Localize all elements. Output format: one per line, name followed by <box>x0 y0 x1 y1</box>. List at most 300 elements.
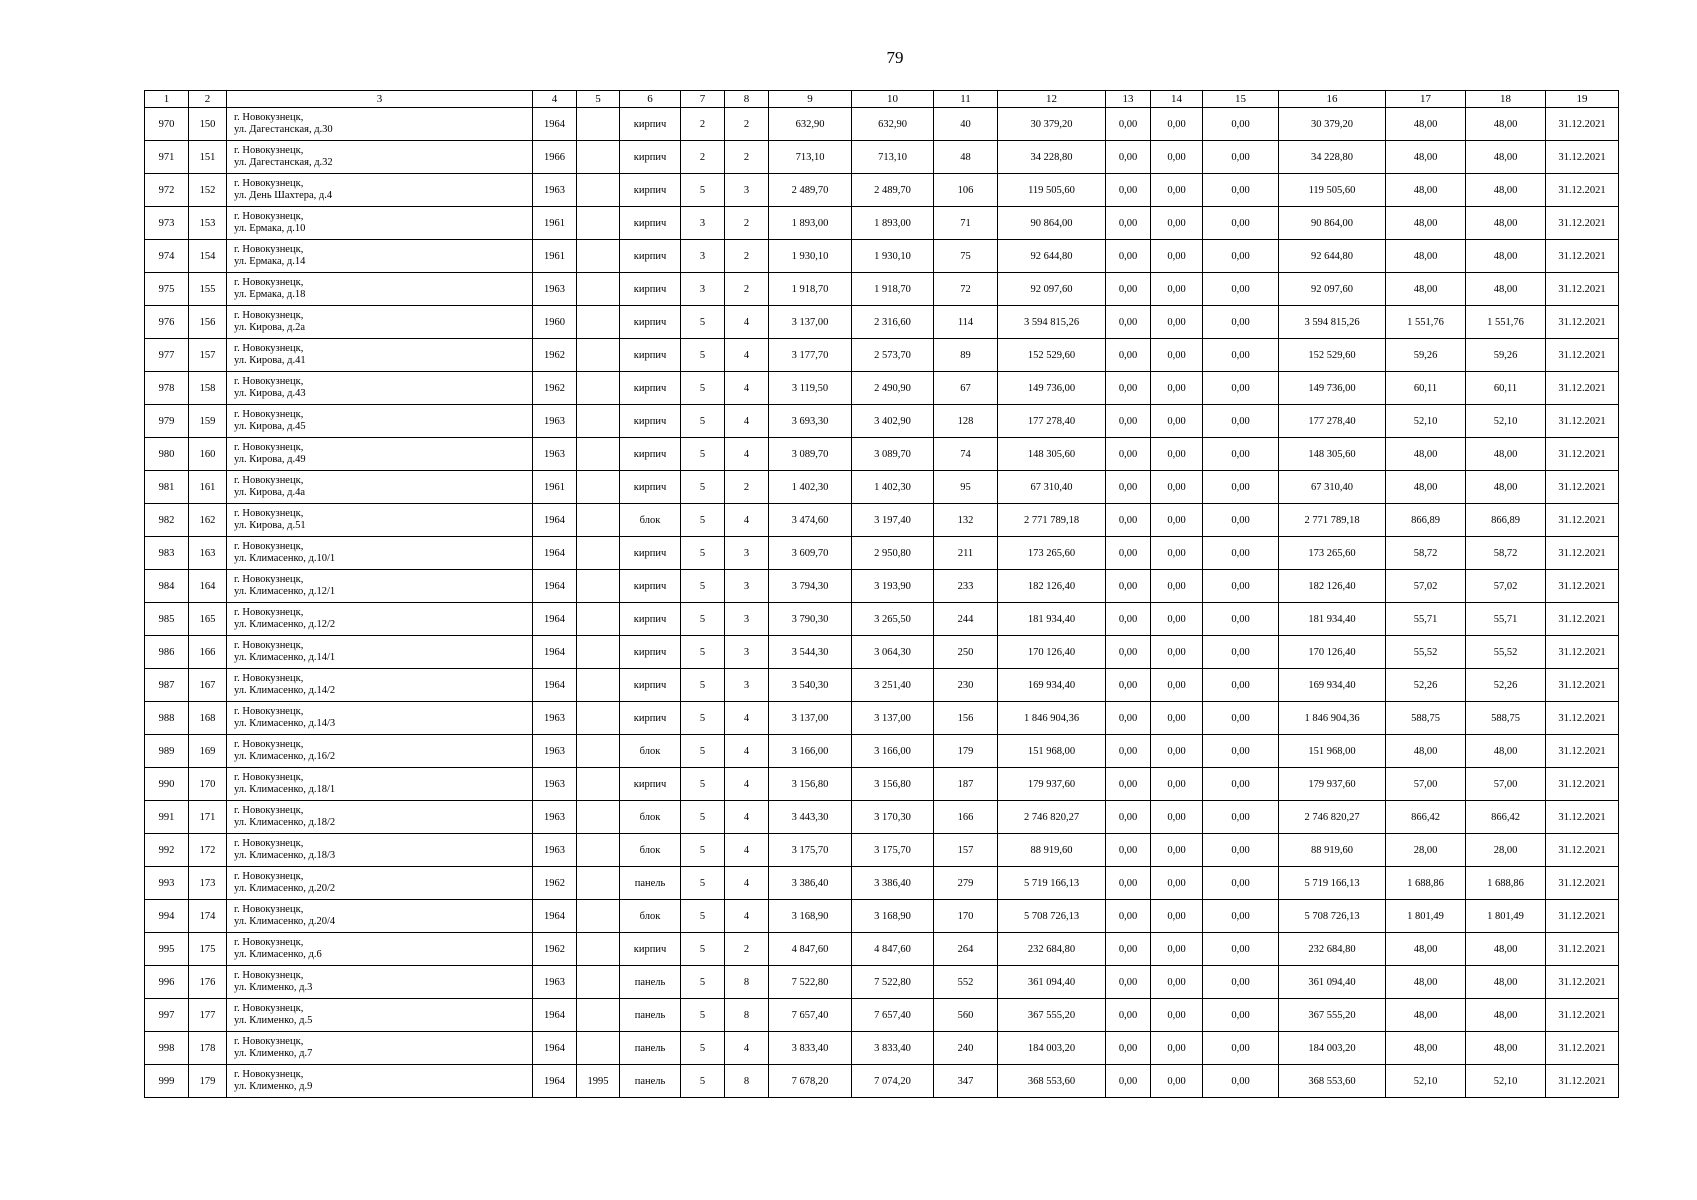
address-street: ул. Климасенко, д.14/2 <box>234 685 336 696</box>
col-14-value: 0,00 <box>1151 999 1203 1032</box>
group-number: 161 <box>189 471 227 504</box>
address-street: ул. Кирова, д.43 <box>234 388 306 399</box>
col-13-value: 0,00 <box>1106 339 1151 372</box>
total-area: 7 522,80 <box>769 966 852 999</box>
col-16-value: 1 846 904,36 <box>1279 702 1386 735</box>
living-area: 2 316,60 <box>852 306 934 339</box>
year-2 <box>577 801 620 834</box>
col-13-value: 0,00 <box>1106 537 1151 570</box>
group-number: 169 <box>189 735 227 768</box>
wall-material: кирпич <box>620 702 681 735</box>
col-17-value: 48,00 <box>1386 273 1466 306</box>
total-area: 1 402,30 <box>769 471 852 504</box>
col-15-value: 0,00 <box>1203 966 1279 999</box>
row-number: 982 <box>145 504 189 537</box>
col-14-value: 0,00 <box>1151 207 1203 240</box>
col-13-value: 0,00 <box>1106 405 1151 438</box>
col-18-value: 52,26 <box>1466 669 1546 702</box>
date: 31.12.2021 <box>1546 405 1619 438</box>
residents: 211 <box>934 537 998 570</box>
residents: 74 <box>934 438 998 471</box>
year-built: 1964 <box>533 603 577 636</box>
col-18-value: 48,00 <box>1466 438 1546 471</box>
date: 31.12.2021 <box>1546 801 1619 834</box>
year-built: 1963 <box>533 735 577 768</box>
col-16-value: 67 310,40 <box>1279 471 1386 504</box>
address <box>227 537 533 570</box>
col-17-value: 52,10 <box>1386 405 1466 438</box>
address-city: г. Новокузнецк, <box>234 838 304 849</box>
year-built: 1966 <box>533 141 577 174</box>
address-city: г. Новокузнецк, <box>234 574 304 585</box>
table-row <box>145 1032 1619 1065</box>
living-area: 3 137,00 <box>852 702 934 735</box>
date: 31.12.2021 <box>1546 834 1619 867</box>
col-15-value: 0,00 <box>1203 207 1279 240</box>
table-row <box>145 174 1619 207</box>
wall-material: блок <box>620 801 681 834</box>
col-14-value: 0,00 <box>1151 834 1203 867</box>
year-built: 1964 <box>533 636 577 669</box>
floors: 5 <box>681 471 725 504</box>
col-14-value: 0,00 <box>1151 933 1203 966</box>
column-header-18: 18 <box>1466 91 1546 108</box>
col-14-value: 0,00 <box>1151 438 1203 471</box>
col-14-value: 0,00 <box>1151 273 1203 306</box>
entrances: 8 <box>725 966 769 999</box>
row-number: 989 <box>145 735 189 768</box>
col-18-value: 588,75 <box>1466 702 1546 735</box>
col-17-value: 48,00 <box>1386 141 1466 174</box>
table-row <box>145 471 1619 504</box>
table-row <box>145 900 1619 933</box>
table-row <box>145 768 1619 801</box>
living-area: 3 089,70 <box>852 438 934 471</box>
address <box>227 372 533 405</box>
living-area: 632,90 <box>852 108 934 141</box>
col-14-value: 0,00 <box>1151 900 1203 933</box>
column-header-5: 5 <box>577 91 620 108</box>
address-city: г. Новокузнецк, <box>234 1036 304 1047</box>
col-13-value: 0,00 <box>1106 174 1151 207</box>
col-14-value: 0,00 <box>1151 504 1203 537</box>
address <box>227 504 533 537</box>
col-14-value: 0,00 <box>1151 339 1203 372</box>
address <box>227 108 533 141</box>
wall-material: панель <box>620 867 681 900</box>
address-street: ул. Климасенко, д.10/1 <box>234 553 336 564</box>
year-built: 1964 <box>533 1065 577 1098</box>
col-14-value: 0,00 <box>1151 768 1203 801</box>
table-body <box>145 108 1619 1098</box>
col-16-value: 148 305,60 <box>1279 438 1386 471</box>
total-area: 3 137,00 <box>769 306 852 339</box>
col-18-value: 866,89 <box>1466 504 1546 537</box>
col-12-value: 92 097,60 <box>998 273 1106 306</box>
address <box>227 933 533 966</box>
col-18-value: 1 551,76 <box>1466 306 1546 339</box>
address-street: ул. Клименко, д.7 <box>234 1048 313 1059</box>
floors: 5 <box>681 1032 725 1065</box>
address-city: г. Новокузнецк, <box>234 805 304 816</box>
total-area: 3 166,00 <box>769 735 852 768</box>
year-2 <box>577 933 620 966</box>
col-14-value: 0,00 <box>1151 471 1203 504</box>
living-area: 3 156,80 <box>852 768 934 801</box>
col-16-value: 5 719 166,13 <box>1279 867 1386 900</box>
address-street: ул. Дагестанская, д.32 <box>234 157 333 168</box>
address <box>227 471 533 504</box>
total-area: 3 609,70 <box>769 537 852 570</box>
col-16-value: 34 228,80 <box>1279 141 1386 174</box>
col-13-value: 0,00 <box>1106 768 1151 801</box>
wall-material: блок <box>620 504 681 537</box>
wall-material: панель <box>620 1065 681 1098</box>
col-16-value: 92 644,80 <box>1279 240 1386 273</box>
date: 31.12.2021 <box>1546 867 1619 900</box>
group-number: 177 <box>189 999 227 1032</box>
floors: 5 <box>681 306 725 339</box>
col-12-value: 152 529,60 <box>998 339 1106 372</box>
wall-material: кирпич <box>620 273 681 306</box>
entrances: 4 <box>725 735 769 768</box>
group-number: 154 <box>189 240 227 273</box>
living-area: 3 402,90 <box>852 405 934 438</box>
col-12-value: 88 919,60 <box>998 834 1106 867</box>
group-number: 153 <box>189 207 227 240</box>
address-street: ул. Климасенко, д.6 <box>234 949 322 960</box>
table-row <box>145 570 1619 603</box>
total-area: 3 137,00 <box>769 702 852 735</box>
residents: 40 <box>934 108 998 141</box>
col-18-value: 60,11 <box>1466 372 1546 405</box>
wall-material: кирпич <box>620 570 681 603</box>
col-18-value: 48,00 <box>1466 735 1546 768</box>
col-13-value: 0,00 <box>1106 207 1151 240</box>
col-15-value: 0,00 <box>1203 768 1279 801</box>
table-row <box>145 1065 1619 1098</box>
address-street: ул. Климасенко, д.20/4 <box>234 916 336 927</box>
address <box>227 801 533 834</box>
address-city: г. Новокузнецк, <box>234 706 304 717</box>
col-13-value: 0,00 <box>1106 867 1151 900</box>
col-12-value: 67 310,40 <box>998 471 1106 504</box>
wall-material: панель <box>620 966 681 999</box>
year-built: 1963 <box>533 966 577 999</box>
table-row <box>145 933 1619 966</box>
column-header-6: 6 <box>620 91 681 108</box>
group-number: 176 <box>189 966 227 999</box>
row-number: 995 <box>145 933 189 966</box>
year-2 <box>577 570 620 603</box>
col-18-value: 48,00 <box>1466 999 1546 1032</box>
floors: 5 <box>681 669 725 702</box>
col-15-value: 0,00 <box>1203 504 1279 537</box>
entrances: 4 <box>725 405 769 438</box>
table-row <box>145 735 1619 768</box>
col-14-value: 0,00 <box>1151 1032 1203 1065</box>
table-header <box>145 91 1619 108</box>
group-number: 170 <box>189 768 227 801</box>
living-area: 3 265,50 <box>852 603 934 636</box>
address-street: ул. Ермака, д.10 <box>234 223 306 234</box>
col-13-value: 0,00 <box>1106 141 1151 174</box>
address-street: ул. Кирова, д.49 <box>234 454 306 465</box>
col-18-value: 48,00 <box>1466 933 1546 966</box>
total-area: 3 168,90 <box>769 900 852 933</box>
col-13-value: 0,00 <box>1106 240 1151 273</box>
floors: 5 <box>681 1065 725 1098</box>
entrances: 2 <box>725 207 769 240</box>
col-14-value: 0,00 <box>1151 405 1203 438</box>
wall-material: кирпич <box>620 438 681 471</box>
address-city: г. Новокузнецк, <box>234 376 304 387</box>
year-built: 1964 <box>533 108 577 141</box>
wall-material: кирпич <box>620 669 681 702</box>
col-12-value: 184 003,20 <box>998 1032 1106 1065</box>
col-12-value: 1 846 904,36 <box>998 702 1106 735</box>
col-12-value: 148 305,60 <box>998 438 1106 471</box>
entrances: 3 <box>725 669 769 702</box>
col-12-value: 34 228,80 <box>998 141 1106 174</box>
col-14-value: 0,00 <box>1151 636 1203 669</box>
address-city: г. Новокузнецк, <box>234 442 304 453</box>
column-header-17: 17 <box>1386 91 1466 108</box>
col-16-value: 151 968,00 <box>1279 735 1386 768</box>
living-area: 2 490,90 <box>852 372 934 405</box>
residents: 552 <box>934 966 998 999</box>
year-2 <box>577 438 620 471</box>
row-number: 990 <box>145 768 189 801</box>
floors: 5 <box>681 801 725 834</box>
col-16-value: 367 555,20 <box>1279 999 1386 1032</box>
table-row <box>145 372 1619 405</box>
column-header-13: 13 <box>1106 91 1151 108</box>
table-row <box>145 339 1619 372</box>
col-13-value: 0,00 <box>1106 372 1151 405</box>
residents: 132 <box>934 504 998 537</box>
col-12-value: 179 937,60 <box>998 768 1106 801</box>
row-number: 986 <box>145 636 189 669</box>
col-12-value: 149 736,00 <box>998 372 1106 405</box>
address-street: ул. Кирова, д.4а <box>234 487 306 498</box>
wall-material: панель <box>620 1032 681 1065</box>
residents: 250 <box>934 636 998 669</box>
col-12-value: 90 864,00 <box>998 207 1106 240</box>
year-built: 1963 <box>533 405 577 438</box>
residents: 264 <box>934 933 998 966</box>
col-13-value: 0,00 <box>1106 966 1151 999</box>
year-built: 1963 <box>533 438 577 471</box>
col-16-value: 2 746 820,27 <box>1279 801 1386 834</box>
date: 31.12.2021 <box>1546 174 1619 207</box>
column-header-11: 11 <box>934 91 998 108</box>
col-14-value: 0,00 <box>1151 1065 1203 1098</box>
row-number: 975 <box>145 273 189 306</box>
col-13-value: 0,00 <box>1106 834 1151 867</box>
address <box>227 1032 533 1065</box>
table-row <box>145 966 1619 999</box>
col-13-value: 0,00 <box>1106 570 1151 603</box>
col-18-value: 48,00 <box>1466 207 1546 240</box>
residents: 233 <box>934 570 998 603</box>
living-area: 3 833,40 <box>852 1032 934 1065</box>
date: 31.12.2021 <box>1546 768 1619 801</box>
entrances: 3 <box>725 603 769 636</box>
entrances: 3 <box>725 174 769 207</box>
col-17-value: 59,26 <box>1386 339 1466 372</box>
entrances: 4 <box>725 834 769 867</box>
col-13-value: 0,00 <box>1106 306 1151 339</box>
col-15-value: 0,00 <box>1203 636 1279 669</box>
col-14-value: 0,00 <box>1151 108 1203 141</box>
group-number: 166 <box>189 636 227 669</box>
residents: 72 <box>934 273 998 306</box>
living-area: 713,10 <box>852 141 934 174</box>
entrances: 4 <box>725 339 769 372</box>
col-16-value: 5 708 726,13 <box>1279 900 1386 933</box>
year-built: 1964 <box>533 669 577 702</box>
col-16-value: 149 736,00 <box>1279 372 1386 405</box>
address-city: г. Новокузнецк, <box>234 1069 304 1080</box>
address <box>227 174 533 207</box>
address <box>227 702 533 735</box>
table-row <box>145 537 1619 570</box>
wall-material: кирпич <box>620 207 681 240</box>
year-built: 1961 <box>533 471 577 504</box>
group-number: 172 <box>189 834 227 867</box>
entrances: 4 <box>725 801 769 834</box>
table-row <box>145 603 1619 636</box>
address-city: г. Новокузнецк, <box>234 343 304 354</box>
year-2 <box>577 867 620 900</box>
column-header-10: 10 <box>852 91 934 108</box>
col-15-value: 0,00 <box>1203 999 1279 1032</box>
column-header-2: 2 <box>189 91 227 108</box>
column-header-14: 14 <box>1151 91 1203 108</box>
entrances: 2 <box>725 108 769 141</box>
col-16-value: 90 864,00 <box>1279 207 1386 240</box>
col-17-value: 57,00 <box>1386 768 1466 801</box>
col-17-value: 1 801,49 <box>1386 900 1466 933</box>
year-2 <box>577 669 620 702</box>
address-city: г. Новокузнецк, <box>234 739 304 750</box>
address <box>227 636 533 669</box>
wall-material: кирпич <box>620 471 681 504</box>
col-15-value: 0,00 <box>1203 867 1279 900</box>
col-18-value: 1 688,86 <box>1466 867 1546 900</box>
residents: 170 <box>934 900 998 933</box>
date: 31.12.2021 <box>1546 603 1619 636</box>
col-16-value: 368 553,60 <box>1279 1065 1386 1098</box>
col-17-value: 48,00 <box>1386 471 1466 504</box>
entrances: 2 <box>725 273 769 306</box>
date: 31.12.2021 <box>1546 207 1619 240</box>
col-17-value: 52,26 <box>1386 669 1466 702</box>
address <box>227 141 533 174</box>
row-number: 979 <box>145 405 189 438</box>
row-number: 977 <box>145 339 189 372</box>
col-15-value: 0,00 <box>1203 438 1279 471</box>
total-area: 3 156,80 <box>769 768 852 801</box>
year-built: 1964 <box>533 1032 577 1065</box>
year-2 <box>577 306 620 339</box>
address-city: г. Новокузнецк, <box>234 277 304 288</box>
residents: 156 <box>934 702 998 735</box>
living-area: 1 918,70 <box>852 273 934 306</box>
living-area: 3 166,00 <box>852 735 934 768</box>
address-city: г. Новокузнецк, <box>234 145 304 156</box>
wall-material: блок <box>620 834 681 867</box>
col-17-value: 48,00 <box>1386 174 1466 207</box>
col-18-value: 48,00 <box>1466 174 1546 207</box>
col-12-value: 182 126,40 <box>998 570 1106 603</box>
address <box>227 405 533 438</box>
col-17-value: 866,89 <box>1386 504 1466 537</box>
year-built: 1962 <box>533 867 577 900</box>
year-2 <box>577 999 620 1032</box>
floors: 5 <box>681 570 725 603</box>
wall-material: кирпич <box>620 339 681 372</box>
living-area: 1 402,30 <box>852 471 934 504</box>
col-16-value: 88 919,60 <box>1279 834 1386 867</box>
col-18-value: 55,52 <box>1466 636 1546 669</box>
date: 31.12.2021 <box>1546 735 1619 768</box>
col-13-value: 0,00 <box>1106 108 1151 141</box>
year-2 <box>577 735 620 768</box>
address-city: г. Новокузнецк, <box>234 607 304 618</box>
address-city: г. Новокузнецк, <box>234 112 304 123</box>
floors: 5 <box>681 438 725 471</box>
col-15-value: 0,00 <box>1203 1032 1279 1065</box>
total-area: 3 119,50 <box>769 372 852 405</box>
column-header-19: 19 <box>1546 91 1619 108</box>
row-number: 978 <box>145 372 189 405</box>
row-number: 971 <box>145 141 189 174</box>
column-header-9: 9 <box>769 91 852 108</box>
year-built: 1960 <box>533 306 577 339</box>
group-number: 157 <box>189 339 227 372</box>
floors: 5 <box>681 339 725 372</box>
floors: 5 <box>681 735 725 768</box>
col-18-value: 48,00 <box>1466 273 1546 306</box>
table-row <box>145 834 1619 867</box>
col-18-value: 28,00 <box>1466 834 1546 867</box>
col-17-value: 866,42 <box>1386 801 1466 834</box>
col-16-value: 170 126,40 <box>1279 636 1386 669</box>
address-city: г. Новокузнецк, <box>234 673 304 684</box>
group-number: 156 <box>189 306 227 339</box>
col-14-value: 0,00 <box>1151 372 1203 405</box>
column-header-15: 15 <box>1203 91 1279 108</box>
living-area: 3 170,30 <box>852 801 934 834</box>
col-18-value: 52,10 <box>1466 405 1546 438</box>
col-12-value: 232 684,80 <box>998 933 1106 966</box>
address-city: г. Новокузнецк, <box>234 970 304 981</box>
total-area: 3 386,40 <box>769 867 852 900</box>
address-city: г. Новокузнецк, <box>234 409 304 420</box>
floors: 5 <box>681 702 725 735</box>
group-number: 163 <box>189 537 227 570</box>
col-14-value: 0,00 <box>1151 702 1203 735</box>
col-15-value: 0,00 <box>1203 240 1279 273</box>
date: 31.12.2021 <box>1546 504 1619 537</box>
wall-material: блок <box>620 735 681 768</box>
col-15-value: 0,00 <box>1203 900 1279 933</box>
col-16-value: 232 684,80 <box>1279 933 1386 966</box>
living-area: 3 064,30 <box>852 636 934 669</box>
col-15-value: 0,00 <box>1203 108 1279 141</box>
